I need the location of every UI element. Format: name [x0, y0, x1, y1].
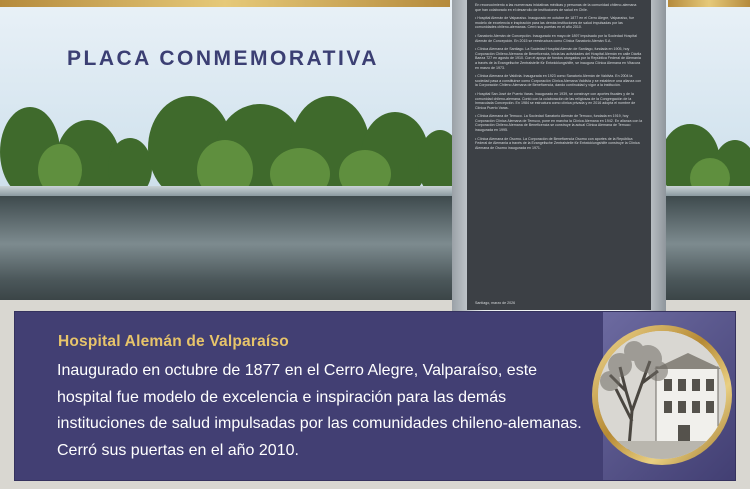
plaque-paragraph: • Hospital San José de Puerto Varas. Inaugurado en 1939, se construye con aportes fiscales y de la comunidad chileno-alemana. Contó con la colaboración de las religiosas de la Congregación de la Inmaculada Concepción. En 1984 se estructura como clínica privada y en 2016 adopta el nombre de Clínica Puerto Varas. — [475, 91, 636, 110]
plaque-paragraph: • Clínica Alemana de Valdivia. Inaugurada en 1923 como Sanatorio Alemán de Valdivia. En 2004 la sociedad pasa a constituirse como Corporación Clínica Alemana Valdivia y se establece una alianza con la Corporación Chileno Alemana de Beneficencia, dando continuidad y vigor a la institución. — [475, 74, 642, 88]
plaque-footer: Santiago, marzo de 2026 — [475, 301, 516, 306]
plaque-paragraph: En reconocimiento a las numerosas iniciativas médicas y personas de la comunidad chileno-alemana que han colaborado en el desarrollo de instituciones de salud en Chile. — [475, 3, 637, 12]
card-body: Inaugurado en octubre de 1877 en el Cerro Alegre, Valparaíso, este hospital fue modelo de excelencia e inspiración para las demás instituciones de salud impulsadas por las comunidades chileno-alemanas. Cerró sus puertas en el año 2010. — [57, 362, 582, 459]
plaque-paragraph: • Clínica Alemana de Temuco. La Sociedad Sanatorio Alemán de Temuco, fundada en 1919, hoy Corporación Clínica Alemana de Temuco, pone en marcha la Clínica Alemana en 1942. En alianza con la Corporación Chileno Alemana de Beneficencia se construye la actual Clínica Alemana de Temuco inaugurada en 1995. — [475, 114, 643, 133]
plaque-paragraph: • Clínica Alemana de Santiago. La Sociedad Hospital Alemán de Santiago, fundada en 1905, hoy Corporación Chileno Alemana de Beneficencia, inicia las actividades del Hospital Alemán en calle Dávila Baeza 727 en agosto de 1910. Con el apoyo de fondos otorgados por la República Federal de Alemania a través de la Evangelische Zentralstelle für Entwicklungshilfe, se inaugura Clínica Alemana en Vitacura en marzo de 1973. — [475, 47, 642, 70]
commemorative-plaque — [467, 0, 651, 310]
gold-top-bar-right — [668, 0, 750, 7]
card-title: Hospital Alemán de Valparaíso — [58, 333, 289, 350]
gold-top-bar-left — [0, 0, 450, 7]
plaque-paragraph: • Clínica Alemana de Osorno. La Corporación de Beneficencia Osorno con aportes de la República Federal de Alemania a través de la Evangelische Zentralstelle für Entwicklungshilfe construye la Clínica Alemana de Osorno inaugurada en 1971. — [475, 136, 640, 150]
page-title: PLACA CONMEMORATIVA — [67, 47, 379, 70]
plaque-paragraph: • Hospital Alemán de Valparaíso. Inaugurado en octubre de 1877 en el Cerro Alegre, Valparaíso, fue modelo de excelencia e inspiración para las demás instituciones de salud impulsadas por las comunidades chileno-alemanas. Cerró sus puertas en el año 2010. — [475, 16, 635, 30]
historic-hospital-photo — [598, 331, 726, 459]
plaque-paragraph: • Sanatorio Alemán de Concepción. Inaugurado en mayo de 1897 impulsado por la Sociedad Hospital Alemán de Concepción. En 2015 se reestructura como Clínica Sanatorio Alemán S.A. — [475, 33, 637, 43]
historic-hospital-photo-icon — [598, 331, 726, 459]
